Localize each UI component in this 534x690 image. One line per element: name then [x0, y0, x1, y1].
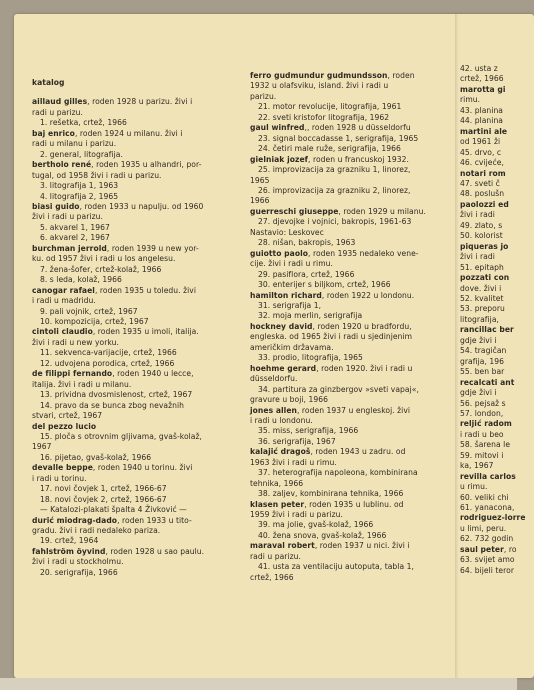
artist-name: gaul winfred [250, 123, 305, 133]
catalog-line: 26. improvizacija za grazniku 2, linorez, [258, 185, 411, 195]
artist-entry-line [460, 169, 532, 179]
catalog-line: 61. yanacona, [460, 503, 515, 513]
catalog-line: gradu. živi i radi nedaleko pariza. [32, 526, 161, 536]
catalog-line: 27. djevojke i vojnici, bakropis, 1961-63 [258, 217, 412, 227]
catalog-line: 47. sveti č [460, 178, 500, 188]
artist-entry-line: durić miodrag-dado, roden 1933 u tito- [32, 515, 192, 525]
artist-entry-line: jones allen, roden 1937 u engleskoj. živi [250, 405, 411, 415]
artist-name: de filippi fernando [32, 369, 113, 379]
catalog-line: parizu. [250, 91, 277, 101]
catalog-line: 9. pali vojnik, crtež, 1967 [40, 306, 138, 316]
catalog-line: rimu. [460, 95, 481, 105]
catalog-line: 58. šarena le [460, 440, 511, 450]
artist-name: bertholo rené [32, 160, 92, 170]
catalog-line: 33. prodio, litografija, 1965 [258, 353, 363, 363]
catalog-line: engleska. od 1965 živi i radi u sjedinjenim [250, 332, 413, 342]
catalog-column-2 [250, 71, 456, 583]
catalog-line: 48. poslušn [460, 189, 505, 199]
catalog-line: 37. heterografija napoleona, kombinirana [258, 468, 418, 478]
catalog-line: 36. serigrafija, 1967 [258, 436, 336, 446]
catalog-line: 20. serigrafija, 1966 [40, 567, 118, 577]
catalog-line: 13. prividna dvosmislenost, crtež, 1967 [40, 390, 193, 400]
catalog-line: 6. akvarel 2, 1967 [40, 233, 110, 243]
artist-name: baj enrico [32, 128, 75, 138]
catalog-line: 16. pijetao, gvaš-kolaž, 1966 [40, 452, 152, 462]
catalog-line: 63. svijet amo [460, 555, 515, 565]
catalog-line: 43. planina [460, 105, 504, 115]
catalog-line: radi u parizu. [250, 551, 301, 561]
catalog-line: 34. partitura za ginzbergov »sveti vapaj«, [258, 384, 419, 394]
artist-name: durić miodrag-dado [32, 515, 118, 525]
artist-entry-line: canogar rafael, roden 1935 u toledu. živi [32, 285, 196, 295]
catalog-line: cije. živi i radi u rimu. [250, 259, 333, 269]
artist-entry-line: hoehme gerard, roden 1920. živi i radi u [250, 363, 413, 373]
artist-entry-line: hockney david, roden 1920 u bradfordu, [250, 321, 412, 331]
catalog-line: 44. planina [460, 116, 504, 126]
artist-entry-line [460, 85, 532, 95]
catalog-line: u limi, peru. [460, 523, 507, 533]
artist-entry-line: klasen peter, roden 1935 u lublinu. od [250, 499, 404, 509]
catalog-column-1 [32, 78, 242, 578]
catalog-line: 31. serigrafija 1, [258, 300, 322, 310]
catalog-line: 2. general, litografija. [40, 149, 123, 159]
artist-name: aillaud gilles [32, 97, 88, 107]
artist-entry-line: hamilton richard, roden 1922 u londonu. [250, 290, 415, 300]
catalog-line: dove. živi i [460, 283, 502, 293]
artist-entry-line: devalle beppe, roden 1940 u torinu. živi [32, 463, 193, 473]
catalog-line: 18. novi čovjek 2, crtež, 1966-67 [40, 494, 167, 504]
catalog-column-3 [460, 64, 532, 576]
artist-name: klasen peter [250, 499, 305, 509]
catalog-line: 40. žena snova, gvaš-kolaž, 1966 [258, 530, 387, 540]
catalog-line: živi i radi [460, 252, 495, 262]
catalog-line: 42. usta z [460, 64, 498, 73]
artist-name: piqueras jo [460, 241, 509, 251]
catalog-line: 10. kompozicija, crtež, 1967 [40, 316, 149, 326]
artist-name: notari rom [460, 168, 506, 178]
catalog-line: Nastavio: Leskovec [250, 227, 324, 237]
artist-name: guerreschi giuseppe [250, 206, 339, 216]
catalog-line: 1963 živi i radi u rimu. [250, 457, 337, 467]
catalog-line: 3. litografija 1, 1963 [40, 181, 119, 191]
catalog-line: 29. pasiflora, crtež, 1966 [258, 269, 355, 279]
artist-entry-line [460, 127, 532, 137]
catalog-line: litografija, [460, 314, 499, 324]
catalog-line: u rimu. [460, 482, 488, 492]
catalog-heading: katalog [32, 78, 65, 87]
artist-name: pozzati con [460, 273, 510, 283]
artist-name: cintoli claudio [32, 327, 93, 337]
catalog-line: 57. london, [460, 408, 504, 418]
catalog-line: crtež, 1966 [460, 74, 504, 84]
catalog-line: 28. nišan, bakropis, 1963 [258, 238, 356, 248]
artist-entry-line: biasi guido, roden 1933 u napulju. od 1960 [32, 201, 204, 211]
catalog-line: gdje živi i [460, 388, 497, 398]
artist-name: fahlström öyvind [32, 546, 106, 556]
artist-entry-line: burchman jerrold, roden 1939 u new yor- [32, 243, 199, 253]
catalog-line: 39. ma jolie, gvaš-kolaž, 1966 [258, 520, 374, 530]
catalog-line: 14. pravo da se bunca zbog nevažnih [40, 400, 185, 410]
catalog-line: od 1961 ži [460, 137, 501, 147]
artist-entry-line: baj enrico, roden 1924 u milanu. živi i [32, 128, 183, 138]
background-strip [0, 678, 517, 690]
catalog-line: 60. veliki chi [460, 492, 509, 502]
artist-entry-line: cintoli claudio, roden 1935 u imoli, italija. [32, 327, 199, 337]
catalog-line: i radi u madridu. [32, 296, 96, 306]
artist-entry-line [460, 273, 532, 283]
catalog-line: živi i radi u new yorku. [32, 337, 119, 347]
artist-name: rancillac ber [460, 325, 514, 335]
artist-name: paolozzi ed [460, 199, 509, 209]
catalog-line: i radi u beo [460, 429, 504, 439]
artist-entry-line: fahlström öyvind, roden 1928 u sao paulu. [32, 546, 205, 556]
catalog-line: grafija, 196 [460, 356, 505, 366]
catalog-line: 7. žena-šofer, crtež-kolaž, 1966 [40, 264, 162, 274]
artist-entry-line: maraval robert, roden 1937 u nici. živi i [250, 541, 410, 551]
artist-name: devalle beppe [32, 463, 93, 473]
catalog-line: američkim državama. [250, 342, 334, 352]
artist-entry-line: ferro gudmundur gudmundsson, roden [250, 71, 415, 80]
catalog-line: 25. improvizacija za grazniku 1, linorez, [258, 165, 411, 175]
artist-name: ferro gudmundur gudmundsson [250, 71, 388, 80]
catalog-line: 11. sekvenca-varijacije, crtež, 1966 [40, 348, 177, 358]
catalog-line: 59. mitovi i [460, 450, 504, 460]
catalog-line: 15. ploča s otrovnim gljivama, gvaš-kolaž, [40, 431, 203, 441]
catalog-line: 1959 živi i radi u parizu. [250, 510, 343, 520]
artist-name: hoehme gerard [250, 363, 317, 373]
catalog-line: radi u milanu i parizu. [32, 139, 117, 149]
catalog-line: 32. moja merlin, serigrafija [258, 311, 363, 321]
catalog-line: 52. kvalitet [460, 293, 504, 303]
artist-entry-line: saul peter, ro [460, 544, 517, 554]
catalog-line: 49. zlato, s [460, 220, 503, 230]
catalog-line: 55. ben bar [460, 367, 505, 377]
catalog-line: 23. signal boccadasse 1, serigrafija, 1965 [258, 133, 419, 143]
catalog-line: 5. akvarel 1, 1967 [40, 222, 110, 232]
artist-name: martini ale [460, 126, 508, 136]
artist-entry-line [460, 242, 532, 252]
catalog-line: ka, 1967 [460, 461, 494, 471]
artist-name: marotta gi [460, 84, 506, 94]
catalog-line: 53. preporu [460, 304, 505, 314]
catalog-line: gravure u boji, 1966 [250, 395, 329, 405]
catalog-page [14, 14, 534, 678]
catalog-line: živi i radi u parizu. [32, 212, 103, 222]
artist-entry-line [460, 472, 532, 482]
catalog-line: düsseldorfu. [250, 374, 298, 384]
catalog-line: ku. od 1957 živi i radi u los angelesu. [32, 254, 176, 264]
artist-name: biasi guido [32, 201, 80, 211]
catalog-line: 21. motor revolucije, litografija, 1961 [258, 102, 402, 112]
artist-name: saul peter [460, 544, 504, 554]
catalog-line: 17. novi čovjek 1, crtež, 1966-67 [40, 484, 167, 494]
artist-name: burchman jerrold [32, 243, 107, 253]
catalog-line: 4. litografija 2, 1965 [40, 191, 119, 201]
catalog-line: 50. kolorist [460, 231, 503, 241]
artist-name: rodriguez-lorre [460, 513, 526, 523]
artist-entry-line [460, 200, 532, 210]
catalog-line: 1932 u olafsviku, island. živi i radi u [250, 81, 389, 91]
catalog-line: 41. usta za ventilaciju autoputa, tabla 1, [258, 562, 414, 572]
catalog-line: 1966 [250, 196, 270, 206]
catalog-line: 24. četiri male ruže, serigrafija, 1966 [258, 144, 401, 154]
artist-entry-line: gielniak jozef, roden u francuskoj 1932. [250, 154, 409, 164]
artist-entry-line: de filippi fernando, roden 1940 u lecce, [32, 369, 194, 379]
artist-entry-line [460, 325, 532, 335]
catalog-line: crtež, 1966 [250, 572, 294, 582]
artist-name: revilla carlos [460, 471, 516, 481]
artist-name: hockney david [250, 321, 313, 331]
artist-name: guiotto paolo [250, 248, 309, 258]
artist-name: hamilton richard [250, 290, 322, 300]
catalog-line: 51. epitaph [460, 262, 504, 272]
artist-entry-line: guiotto paolo, roden 1935 nedaleko vene- [250, 248, 419, 258]
catalog-line: radi u parizu. [32, 107, 83, 117]
artist-name: gielniak jozef [250, 154, 309, 164]
catalog-line: 1965 [250, 175, 270, 185]
catalog-line: italija. živi i radi u milanu. [32, 379, 132, 389]
catalog-line: i radi u londonu. [250, 415, 313, 425]
catalog-line: 56. pejsaž s [460, 398, 506, 408]
catalog-line: 35. miss, serigrafija, 1966 [258, 426, 359, 436]
catalog-line: 30. enterijer s biljkom, crtež, 1966 [258, 280, 391, 290]
catalog-line: i radi u torinu. [32, 473, 87, 483]
artist-name: maraval robert [250, 541, 315, 551]
artist-entry-line: kalajić dragoš, roden 1943 u zadru. od [250, 447, 406, 457]
catalog-line: gdje živi i [460, 335, 497, 345]
artist-entry-line: gaul winfred,, roden 1928 u düsseldorfu [250, 123, 411, 133]
catalog-line: — Katalozi-plakati špalta 4 Živković — [40, 505, 187, 515]
catalog-line: 46. cvijeće, [460, 158, 504, 168]
catalog-line: 22. sveti kristofor litografija, 1962 [258, 112, 390, 122]
artist-entry-line: guerreschi giuseppe, roden 1929 u milanu. [250, 206, 426, 216]
catalog-line: 62. 732 godin [460, 534, 514, 544]
catalog-line: 1967 [32, 442, 52, 452]
artist-name: reljić radom [460, 419, 512, 429]
artist-entry-line [460, 378, 532, 388]
artist-name: canogar rafael [32, 285, 95, 295]
catalog-line: 64. bijeli teror [460, 565, 515, 575]
artist-name: recalcati ant [460, 377, 515, 387]
catalog-line: 8. s leda, kolaž, 1966 [40, 275, 122, 285]
artist-entry-line [460, 419, 532, 429]
catalog-line: 45. drvo, c [460, 147, 502, 157]
artist-name: del pezzo lucio [32, 421, 97, 431]
catalog-line: 19. crtež, 1964 [40, 536, 99, 546]
catalog-line: 1. rešetka, crtež, 1966 [40, 118, 127, 128]
artist-name: kalajić dragoš [250, 447, 311, 457]
catalog-line: 12. udvojena porodica, crtež, 1966 [40, 358, 175, 368]
artist-entry-line [460, 513, 532, 523]
artist-entry-line: bertholo rené, roden 1935 u alhandri, por- [32, 160, 202, 170]
artist-name: jones allen [250, 405, 297, 415]
catalog-line: 54. tragičan [460, 346, 507, 356]
catalog-line: tugal, od 1958 živi i radi u parizu. [32, 170, 162, 180]
catalog-line: živi i radi [460, 210, 495, 220]
artist-entry-line: aillaud gilles, roden 1928 u parizu. živi i [32, 97, 193, 107]
catalog-line: 38. zaljev, kombinirana tehnika, 1966 [258, 489, 404, 499]
catalog-line: stvari, crtež, 1967 [32, 411, 103, 421]
catalog-line: živi i radi u stockholmu. [32, 557, 124, 567]
artist-entry-line [32, 422, 242, 432]
page-fold [455, 14, 459, 678]
catalog-line: tehnika, 1966 [250, 478, 304, 488]
